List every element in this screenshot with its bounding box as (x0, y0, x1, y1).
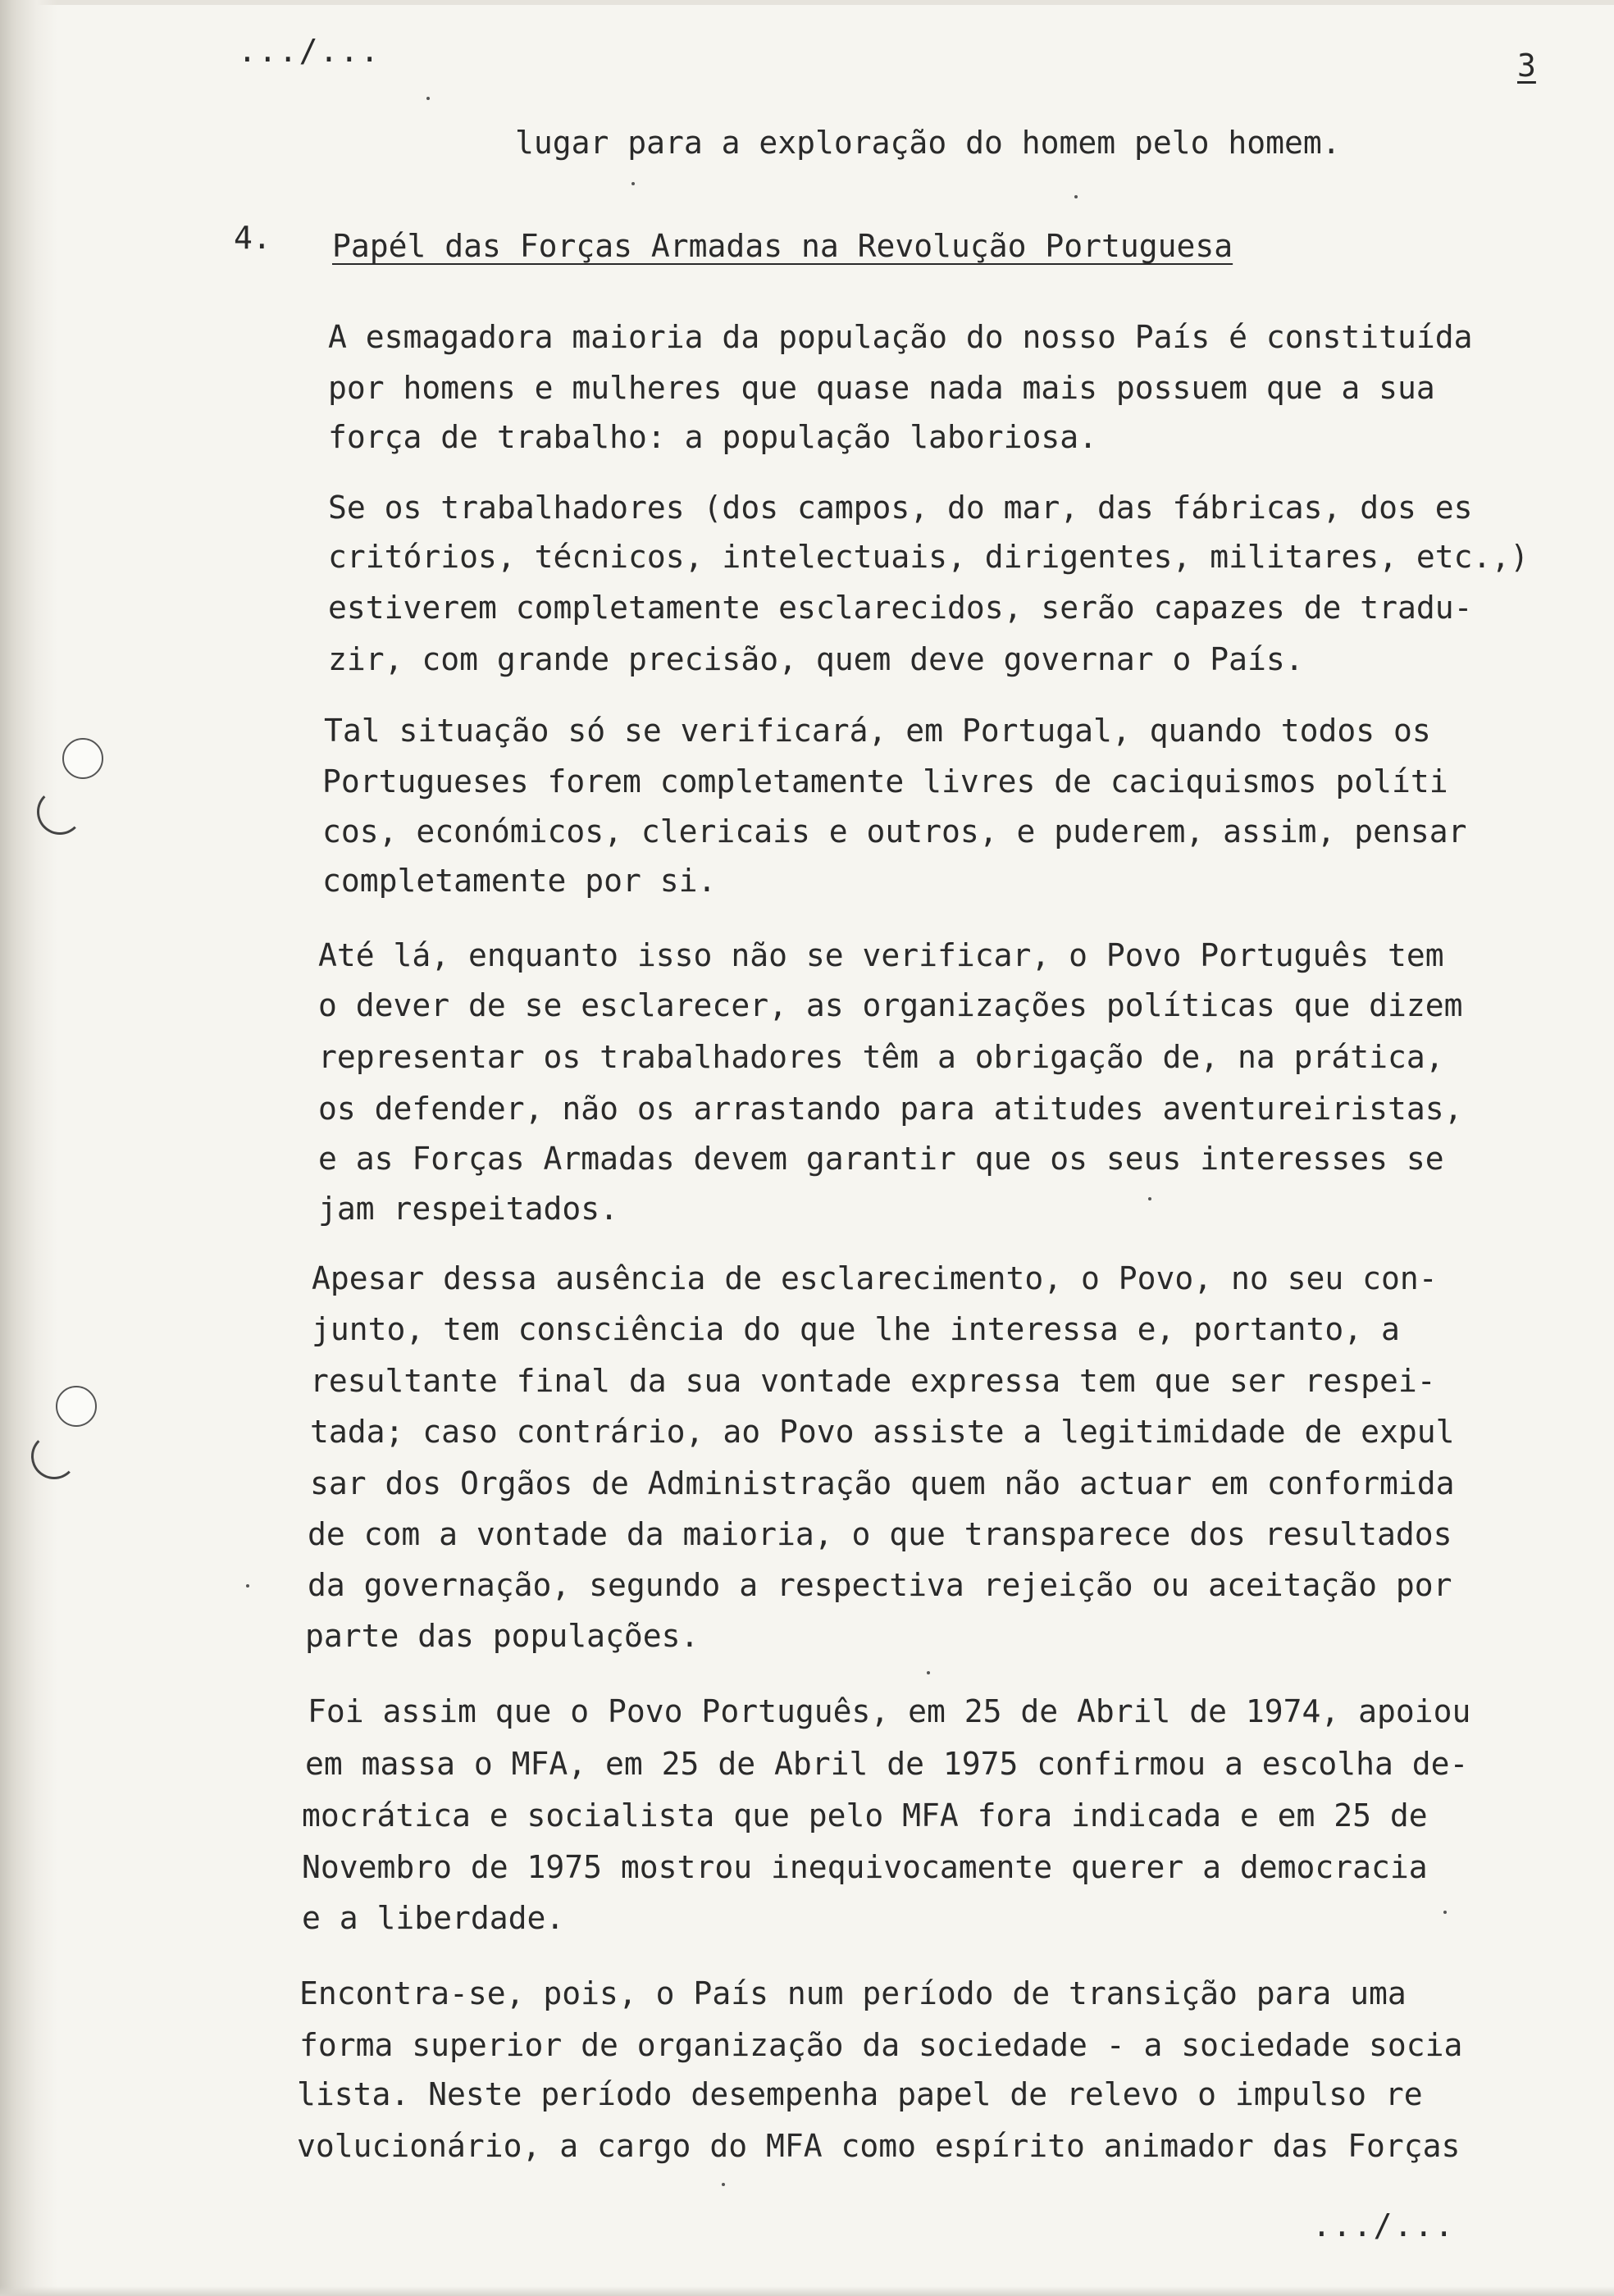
body-line: Encontra-se, pois, o País num período de transição para uma (299, 1975, 1407, 2011)
body-line: completamente por si. (322, 863, 717, 899)
body-line: jam respeitados. (318, 1191, 619, 1227)
body-line: Apesar dessa ausência de esclarecimento, o Povo, no seu con- (312, 1260, 1438, 1296)
punch-hole-shadow-lower (31, 1433, 77, 1479)
punch-hole-upper (62, 738, 103, 779)
body-line: Tal situação só se verificará, em Portugal, quando todos os (324, 713, 1431, 749)
body-line: Novembro de 1975 mostrou inequivocamente querer a democracia (302, 1849, 1428, 1885)
body-line: estiverem completamente esclarecidos, serão capazes de tradu- (328, 590, 1473, 626)
body-line: força de trabalho: a população laboriosa. (328, 419, 1097, 455)
body-line: volucionário, a cargo do MFA como espírito animador das Forças (297, 2128, 1461, 2164)
body-line: e a liberdade. (302, 1900, 565, 1936)
punch-hole-lower (56, 1386, 97, 1427)
punch-hole-shadow-upper (37, 789, 83, 835)
body-line: parte das populações. (305, 1618, 700, 1654)
body-line: e as Forças Armadas devem garantir que os seus interesses se (318, 1141, 1444, 1177)
body-line: por homens e mulheres que quase nada mais possuem que a sua (328, 370, 1435, 406)
body-line: da governação, segundo a respectiva rejeição ou aceitação por (308, 1567, 1452, 1603)
body-line: o dever de se esclarecer, as organizações políticas que dizem (318, 987, 1463, 1023)
body-line: mocrática e socialista que pelo MFA fora indicada e em 25 de (302, 1797, 1428, 1834)
body-line: sar dos Orgãos de Administração quem não actuar em conformida (310, 1465, 1455, 1501)
footer-continuation-mark: .../... (1312, 2207, 1456, 2244)
body-line: em massa o MFA, em 25 de Abril de 1975 confirmou a escolha de- (305, 1746, 1469, 1782)
page-bottom-edge (0, 2286, 1614, 2296)
header-continuation-mark: .../... (238, 33, 381, 69)
body-line: A esmagadora maioria da população do nosso País é constituída (328, 319, 1473, 355)
intro-line: lugar para a exploração do homem pelo homem. (515, 125, 1341, 161)
body-line: tada; caso contrário, ao Povo assiste a legitimidade de expul (310, 1414, 1455, 1450)
body-line: resultante final da sua vontade expressa tem que ser respei- (310, 1363, 1436, 1399)
section-title: Papél das Forças Armadas na Revolução Portuguesa (332, 228, 1233, 264)
binding-edge (0, 0, 57, 2296)
body-line: Portugueses forem completamente livres de caciquismos políti (322, 763, 1448, 800)
body-line: forma superior de organização da sociedade - a sociedade socia (299, 2027, 1463, 2063)
body-line: lista. Neste período desempenha papel de relevo o impulso re (297, 2076, 1423, 2112)
body-line: zir, com grande precisão, quem deve governar o País. (328, 641, 1304, 677)
body-line: representar os trabalhadores têm a obrigação de, na prática, (318, 1039, 1444, 1075)
body-line: de com a vontade da maioria, o que transparece dos resultados (308, 1516, 1452, 1552)
section-number: 4. (234, 220, 271, 256)
body-line: Até lá, enquanto isso não se verificar, o Povo Português tem (318, 937, 1444, 973)
body-line: critórios, técnicos, intelectuais, dirigentes, militares, etc.,) (328, 539, 1530, 575)
body-line: os defender, não os arrastando para atitudes aventureiristas, (318, 1091, 1463, 1127)
page-number: 3 (1517, 48, 1536, 84)
page-top-edge (0, 0, 1614, 5)
body-line: Foi assim que o Povo Português, em 25 de Abril de 1974, apoiou (308, 1693, 1471, 1729)
body-line: Se os trabalhadores (dos campos, do mar, das fábricas, dos es (328, 490, 1473, 526)
body-line: cos, económicos, clericais e outros, e puderem, assim, pensar (322, 813, 1467, 850)
body-line: junto, tem consciência do que lhe interessa e, portanto, a (312, 1311, 1400, 1347)
